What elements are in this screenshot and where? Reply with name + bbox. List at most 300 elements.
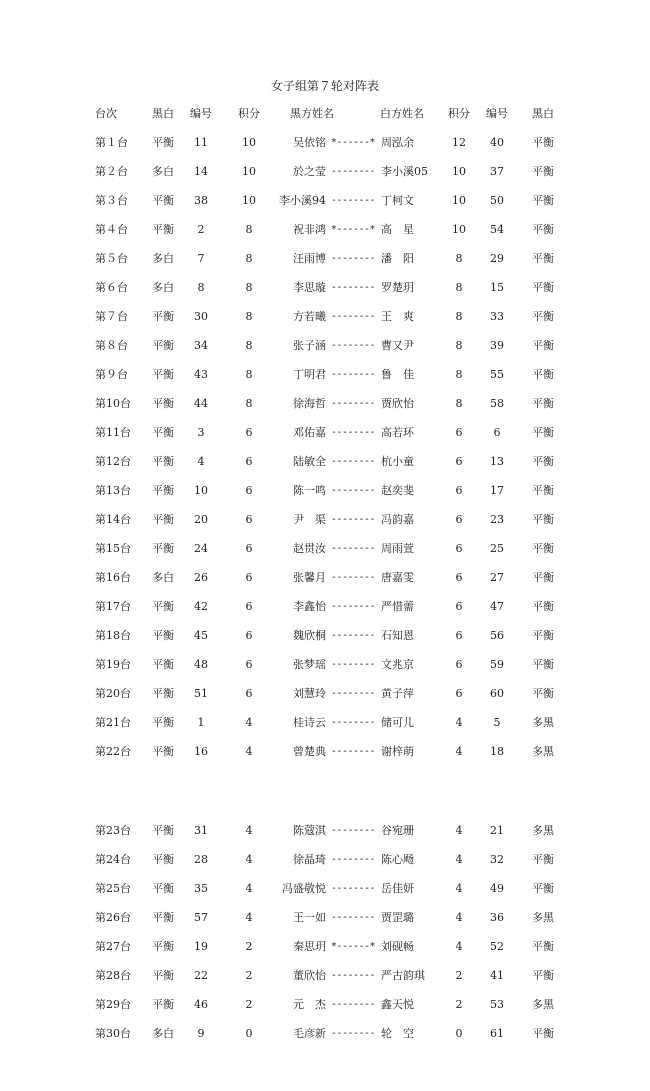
black-id: 1 (197, 716, 205, 729)
vs-separator: -------- (330, 398, 376, 409)
black-color: 平衡 (152, 455, 174, 468)
board: 第13台 (95, 484, 131, 497)
white-color: 多黑 (532, 824, 554, 837)
white-score: 2 (455, 998, 463, 1011)
white-name: 刘砚畅 (381, 940, 414, 953)
black-score: 2 (245, 940, 253, 953)
white-id: 27 (490, 571, 504, 584)
vs-separator: -------- (330, 340, 376, 351)
black-name: 陈一鸣 (293, 484, 326, 497)
vs-separator: -------- (330, 456, 376, 467)
black-score: 8 (245, 310, 253, 323)
white-name: 赵奕斐 (381, 484, 414, 497)
black-id: 2 (197, 223, 205, 236)
vs-separator: -------- (330, 659, 376, 670)
white-id: 6 (493, 426, 501, 439)
board: 第14台 (95, 513, 131, 526)
vs-separator: *------* (330, 224, 376, 235)
white-id: 53 (490, 998, 504, 1011)
black-id: 51 (194, 687, 208, 700)
black-id: 24 (194, 542, 208, 555)
black-color: 平衡 (152, 853, 174, 866)
white-score: 8 (455, 339, 463, 352)
white-color: 多黑 (532, 716, 554, 729)
black-id: 11 (194, 136, 208, 149)
black-color: 平衡 (152, 513, 174, 526)
black-id: 34 (194, 339, 208, 352)
table-row (0, 454, 650, 470)
white-color: 平衡 (532, 281, 554, 294)
black-score: 6 (245, 542, 253, 555)
black-score: 8 (245, 223, 253, 236)
vs-separator: -------- (330, 1028, 376, 1039)
vs-separator: *------* (330, 137, 376, 148)
white-id: 59 (490, 658, 504, 671)
white-score: 8 (455, 397, 463, 410)
black-id: 30 (194, 310, 208, 323)
white-score: 6 (455, 426, 463, 439)
white-name: 李小溪05 (381, 165, 428, 178)
black-color: 平衡 (152, 629, 174, 642)
vs-separator: -------- (330, 572, 376, 583)
board: 第19台 (95, 658, 131, 671)
white-score: 4 (455, 882, 463, 895)
board: 第29台 (95, 998, 131, 1011)
black-color: 平衡 (152, 687, 174, 700)
black-name: 徐晶琦 (293, 853, 326, 866)
black-name: 魏欣桐 (293, 629, 326, 642)
black-id: 31 (194, 824, 208, 837)
black-name: 张梦瑶 (293, 658, 326, 671)
white-id: 25 (490, 542, 504, 555)
white-name: 陈心飏 (381, 853, 414, 866)
board: 第５台 (95, 252, 128, 265)
white-name: 曹又尹 (381, 339, 414, 352)
board: 第17台 (95, 600, 131, 613)
black-id: 46 (194, 998, 208, 1011)
black-color: 平衡 (152, 882, 174, 895)
white-color: 平衡 (532, 368, 554, 381)
black-color: 平衡 (152, 542, 174, 555)
black-id: 3 (197, 426, 205, 439)
white-name: 储可儿 (381, 716, 414, 729)
board: 第26台 (95, 911, 131, 924)
board: 第23台 (95, 824, 131, 837)
white-id: 5 (493, 716, 501, 729)
black-score: 10 (242, 165, 256, 178)
black-name: 毛彦新 (293, 1027, 326, 1040)
vs-separator: -------- (330, 854, 376, 865)
black-score: 6 (245, 426, 253, 439)
black-score: 2 (245, 969, 253, 982)
white-color: 平衡 (532, 339, 554, 352)
black-name: 李思璇 (293, 281, 326, 294)
black-score: 6 (245, 484, 253, 497)
black-color: 平衡 (152, 310, 174, 323)
white-color: 平衡 (532, 940, 554, 953)
header-black-name: 黑方姓名 (290, 107, 334, 120)
board: 第１台 (95, 136, 128, 149)
white-color: 平衡 (532, 252, 554, 265)
black-score: 6 (245, 513, 253, 526)
white-id: 40 (490, 136, 504, 149)
white-score: 4 (455, 716, 463, 729)
white-name: 高 星 (381, 223, 414, 236)
white-color: 平衡 (532, 969, 554, 982)
board: 第２台 (95, 165, 128, 178)
white-color: 平衡 (532, 513, 554, 526)
table-row (0, 997, 650, 1013)
white-score: 6 (455, 484, 463, 497)
black-score: 8 (245, 339, 253, 352)
black-id: 38 (194, 194, 208, 207)
black-color: 多白 (152, 1027, 174, 1040)
black-id: 4 (197, 455, 205, 468)
header-id-white: 编号 (486, 107, 508, 120)
black-color: 平衡 (152, 484, 174, 497)
white-score: 0 (455, 1027, 463, 1040)
white-id: 36 (490, 911, 504, 924)
white-id: 49 (490, 882, 504, 895)
table-row (0, 338, 650, 354)
white-name: 潘 阳 (381, 252, 414, 265)
white-name: 轮 空 (381, 1027, 414, 1040)
header-score-white: 积分 (448, 107, 470, 120)
white-name: 文兆京 (381, 658, 414, 671)
black-score: 6 (245, 629, 253, 642)
table-row (0, 570, 650, 586)
vs-separator: -------- (330, 485, 376, 496)
white-color: 平衡 (532, 426, 554, 439)
white-score: 8 (455, 252, 463, 265)
board: 第11台 (95, 426, 131, 439)
black-id: 16 (194, 745, 208, 758)
white-id: 61 (490, 1027, 504, 1040)
board: 第３台 (95, 194, 128, 207)
black-id: 9 (197, 1027, 205, 1040)
white-id: 52 (490, 940, 504, 953)
white-name: 贾欣怡 (381, 397, 414, 410)
black-name: 於之莹 (293, 165, 326, 178)
black-name: 祝非鸿 (293, 223, 326, 236)
vs-separator: -------- (330, 746, 376, 757)
white-score: 6 (455, 542, 463, 555)
vs-separator: -------- (330, 427, 376, 438)
white-color: 平衡 (532, 484, 554, 497)
black-name: 秦思玥 (293, 940, 326, 953)
white-color: 多黑 (532, 911, 554, 924)
black-name: 吴依铭 (293, 136, 326, 149)
white-name: 王 爽 (381, 310, 414, 323)
header-color-white: 黑白 (532, 107, 554, 120)
table-row (0, 686, 650, 702)
black-id: 57 (194, 911, 208, 924)
black-color: 平衡 (152, 969, 174, 982)
black-color: 平衡 (152, 658, 174, 671)
white-color: 平衡 (532, 310, 554, 323)
white-name: 严古韵琪 (381, 969, 425, 982)
white-score: 6 (455, 687, 463, 700)
black-id: 26 (194, 571, 208, 584)
white-name: 高若环 (381, 426, 414, 439)
white-name: 黄子萍 (381, 687, 414, 700)
black-color: 平衡 (152, 998, 174, 1011)
white-id: 23 (490, 513, 504, 526)
black-color: 平衡 (152, 368, 174, 381)
black-score: 4 (245, 824, 253, 837)
white-color: 平衡 (532, 1027, 554, 1040)
vs-separator: -------- (330, 195, 376, 206)
white-score: 8 (455, 310, 463, 323)
black-color: 多白 (152, 252, 174, 265)
white-name: 严惜薷 (381, 600, 414, 613)
white-name: 鲁 佳 (381, 368, 414, 381)
white-name: 周泓余 (381, 136, 414, 149)
black-score: 8 (245, 368, 253, 381)
black-id: 10 (194, 484, 208, 497)
black-id: 8 (197, 281, 205, 294)
table-row (0, 1026, 650, 1042)
white-id: 37 (490, 165, 504, 178)
board: 第28台 (95, 969, 131, 982)
page-title: 女子组第７轮对阵表 (270, 79, 379, 93)
table-row (0, 715, 650, 731)
board: 第12台 (95, 455, 131, 468)
black-color: 平衡 (152, 940, 174, 953)
table-row (0, 222, 650, 238)
white-id: 47 (490, 600, 504, 613)
black-id: 20 (194, 513, 208, 526)
white-color: 平衡 (532, 455, 554, 468)
white-score: 2 (455, 969, 463, 982)
white-score: 4 (455, 853, 463, 866)
black-name: 汪雨博 (293, 252, 326, 265)
white-color: 平衡 (532, 397, 554, 410)
white-color: 平衡 (532, 629, 554, 642)
black-score: 6 (245, 455, 253, 468)
vs-separator: -------- (330, 543, 376, 554)
table-row (0, 280, 650, 296)
vs-separator: -------- (330, 883, 376, 894)
black-color: 平衡 (152, 911, 174, 924)
white-color: 平衡 (532, 136, 554, 149)
black-name: 方若曦 (293, 310, 326, 323)
white-name: 石知恩 (381, 629, 414, 642)
white-color: 平衡 (532, 687, 554, 700)
board: 第21台 (95, 716, 131, 729)
header-id-black: 编号 (190, 107, 212, 120)
white-name: 贾罡璐 (381, 911, 414, 924)
white-color: 平衡 (532, 853, 554, 866)
white-score: 10 (452, 223, 466, 236)
vs-separator: -------- (330, 514, 376, 525)
header-score-black: 积分 (238, 107, 260, 120)
table-row (0, 483, 650, 499)
black-name: 桂诗云 (293, 716, 326, 729)
black-score: 8 (245, 397, 253, 410)
table-row (0, 164, 650, 180)
table-row (0, 193, 650, 209)
white-color: 平衡 (532, 194, 554, 207)
white-id: 21 (490, 824, 504, 837)
vs-separator: -------- (330, 688, 376, 699)
board: 第27台 (95, 940, 131, 953)
white-color: 平衡 (532, 223, 554, 236)
black-name: 徐海哲 (293, 397, 326, 410)
vs-separator: -------- (330, 912, 376, 923)
white-name: 谢梓萌 (381, 745, 414, 758)
white-id: 15 (490, 281, 504, 294)
table-row (0, 628, 650, 644)
white-id: 56 (490, 629, 504, 642)
board: 第10台 (95, 397, 131, 410)
white-name: 岳佳妍 (381, 882, 414, 895)
board: 第７台 (95, 310, 128, 323)
black-id: 42 (194, 600, 208, 613)
white-color: 多黑 (532, 998, 554, 1011)
black-score: 8 (245, 281, 253, 294)
black-id: 22 (194, 969, 208, 982)
black-color: 多白 (152, 165, 174, 178)
table-row (0, 599, 650, 615)
black-name: 邓佑嘉 (293, 426, 326, 439)
black-name: 陈蔻淇 (293, 824, 326, 837)
white-score: 8 (455, 368, 463, 381)
board: 第25台 (95, 882, 131, 895)
white-id: 41 (490, 969, 504, 982)
white-id: 13 (490, 455, 504, 468)
vs-separator: -------- (330, 282, 376, 293)
black-id: 48 (194, 658, 208, 671)
black-score: 0 (245, 1027, 253, 1040)
white-score: 6 (455, 600, 463, 613)
black-color: 平衡 (152, 426, 174, 439)
black-score: 4 (245, 716, 253, 729)
table-row (0, 939, 650, 955)
vs-separator: -------- (330, 825, 376, 836)
board: 第18台 (95, 629, 131, 642)
white-score: 6 (455, 455, 463, 468)
vs-separator: -------- (330, 311, 376, 322)
white-score: 4 (455, 745, 463, 758)
black-color: 平衡 (152, 223, 174, 236)
black-color: 平衡 (152, 824, 174, 837)
white-name: 杭小童 (381, 455, 414, 468)
table-row (0, 396, 650, 412)
board: 第６台 (95, 281, 128, 294)
white-score: 6 (455, 571, 463, 584)
black-score: 2 (245, 998, 253, 1011)
white-id: 32 (490, 853, 504, 866)
black-id: 43 (194, 368, 208, 381)
vs-separator: -------- (330, 630, 376, 641)
white-id: 33 (490, 310, 504, 323)
white-id: 58 (490, 397, 504, 410)
vs-separator: -------- (330, 166, 376, 177)
header-white-name: 白方姓名 (380, 107, 424, 120)
table-row (0, 541, 650, 557)
black-name: 陆敏全 (293, 455, 326, 468)
white-color: 多黑 (532, 745, 554, 758)
vs-separator: -------- (330, 999, 376, 1010)
black-score: 6 (245, 658, 253, 671)
black-name: 刘慧玲 (293, 687, 326, 700)
black-name: 王一如 (293, 911, 326, 924)
white-color: 平衡 (532, 165, 554, 178)
board: 第20台 (95, 687, 131, 700)
white-id: 55 (490, 368, 504, 381)
white-score: 6 (455, 629, 463, 642)
black-score: 6 (245, 571, 253, 584)
black-id: 19 (194, 940, 208, 953)
board: 第22台 (95, 745, 131, 758)
black-name: 赵贯汝 (293, 542, 326, 555)
black-score: 10 (242, 194, 256, 207)
black-name: 张馨月 (293, 571, 326, 584)
black-name: 曾楚典 (293, 745, 326, 758)
white-color: 平衡 (532, 882, 554, 895)
black-name: 李小溪94 (279, 194, 326, 207)
board: 第24台 (95, 853, 131, 866)
black-color: 多白 (152, 281, 174, 294)
black-name: 丁明君 (293, 368, 326, 381)
black-score: 4 (245, 911, 253, 924)
black-color: 平衡 (152, 397, 174, 410)
white-name: 周雨萱 (381, 542, 414, 555)
white-score: 10 (452, 194, 466, 207)
table-row (0, 367, 650, 383)
table-row (0, 881, 650, 897)
white-name: 谷宛珊 (381, 824, 414, 837)
board: 第16台 (95, 571, 131, 584)
white-name: 丁柯文 (381, 194, 414, 207)
vs-separator: -------- (330, 253, 376, 264)
white-score: 6 (455, 513, 463, 526)
black-color: 平衡 (152, 136, 174, 149)
black-id: 14 (194, 165, 208, 178)
black-id: 44 (194, 397, 208, 410)
white-id: 54 (490, 223, 504, 236)
board: 第９台 (95, 368, 128, 381)
white-score: 10 (452, 165, 466, 178)
white-score: 4 (455, 824, 463, 837)
white-name: 鑫天悦 (381, 998, 414, 1011)
white-id: 50 (490, 194, 504, 207)
white-id: 60 (490, 687, 504, 700)
header-board: 台次 (95, 107, 117, 120)
white-color: 平衡 (532, 571, 554, 584)
black-id: 35 (194, 882, 208, 895)
white-color: 平衡 (532, 600, 554, 613)
black-color: 平衡 (152, 745, 174, 758)
black-name: 尹 渠 (293, 513, 326, 526)
board: 第８台 (95, 339, 128, 352)
black-color: 平衡 (152, 600, 174, 613)
vs-separator: -------- (330, 601, 376, 612)
black-score: 6 (245, 600, 253, 613)
black-id: 7 (197, 252, 205, 265)
table-row (0, 657, 650, 673)
black-score: 10 (242, 136, 256, 149)
table-row (0, 968, 650, 984)
board: 第30台 (95, 1027, 131, 1040)
table-header (0, 106, 650, 122)
white-color: 平衡 (532, 542, 554, 555)
black-name: 张子涵 (293, 339, 326, 352)
black-color: 平衡 (152, 716, 174, 729)
white-score: 8 (455, 281, 463, 294)
black-color: 平衡 (152, 194, 174, 207)
